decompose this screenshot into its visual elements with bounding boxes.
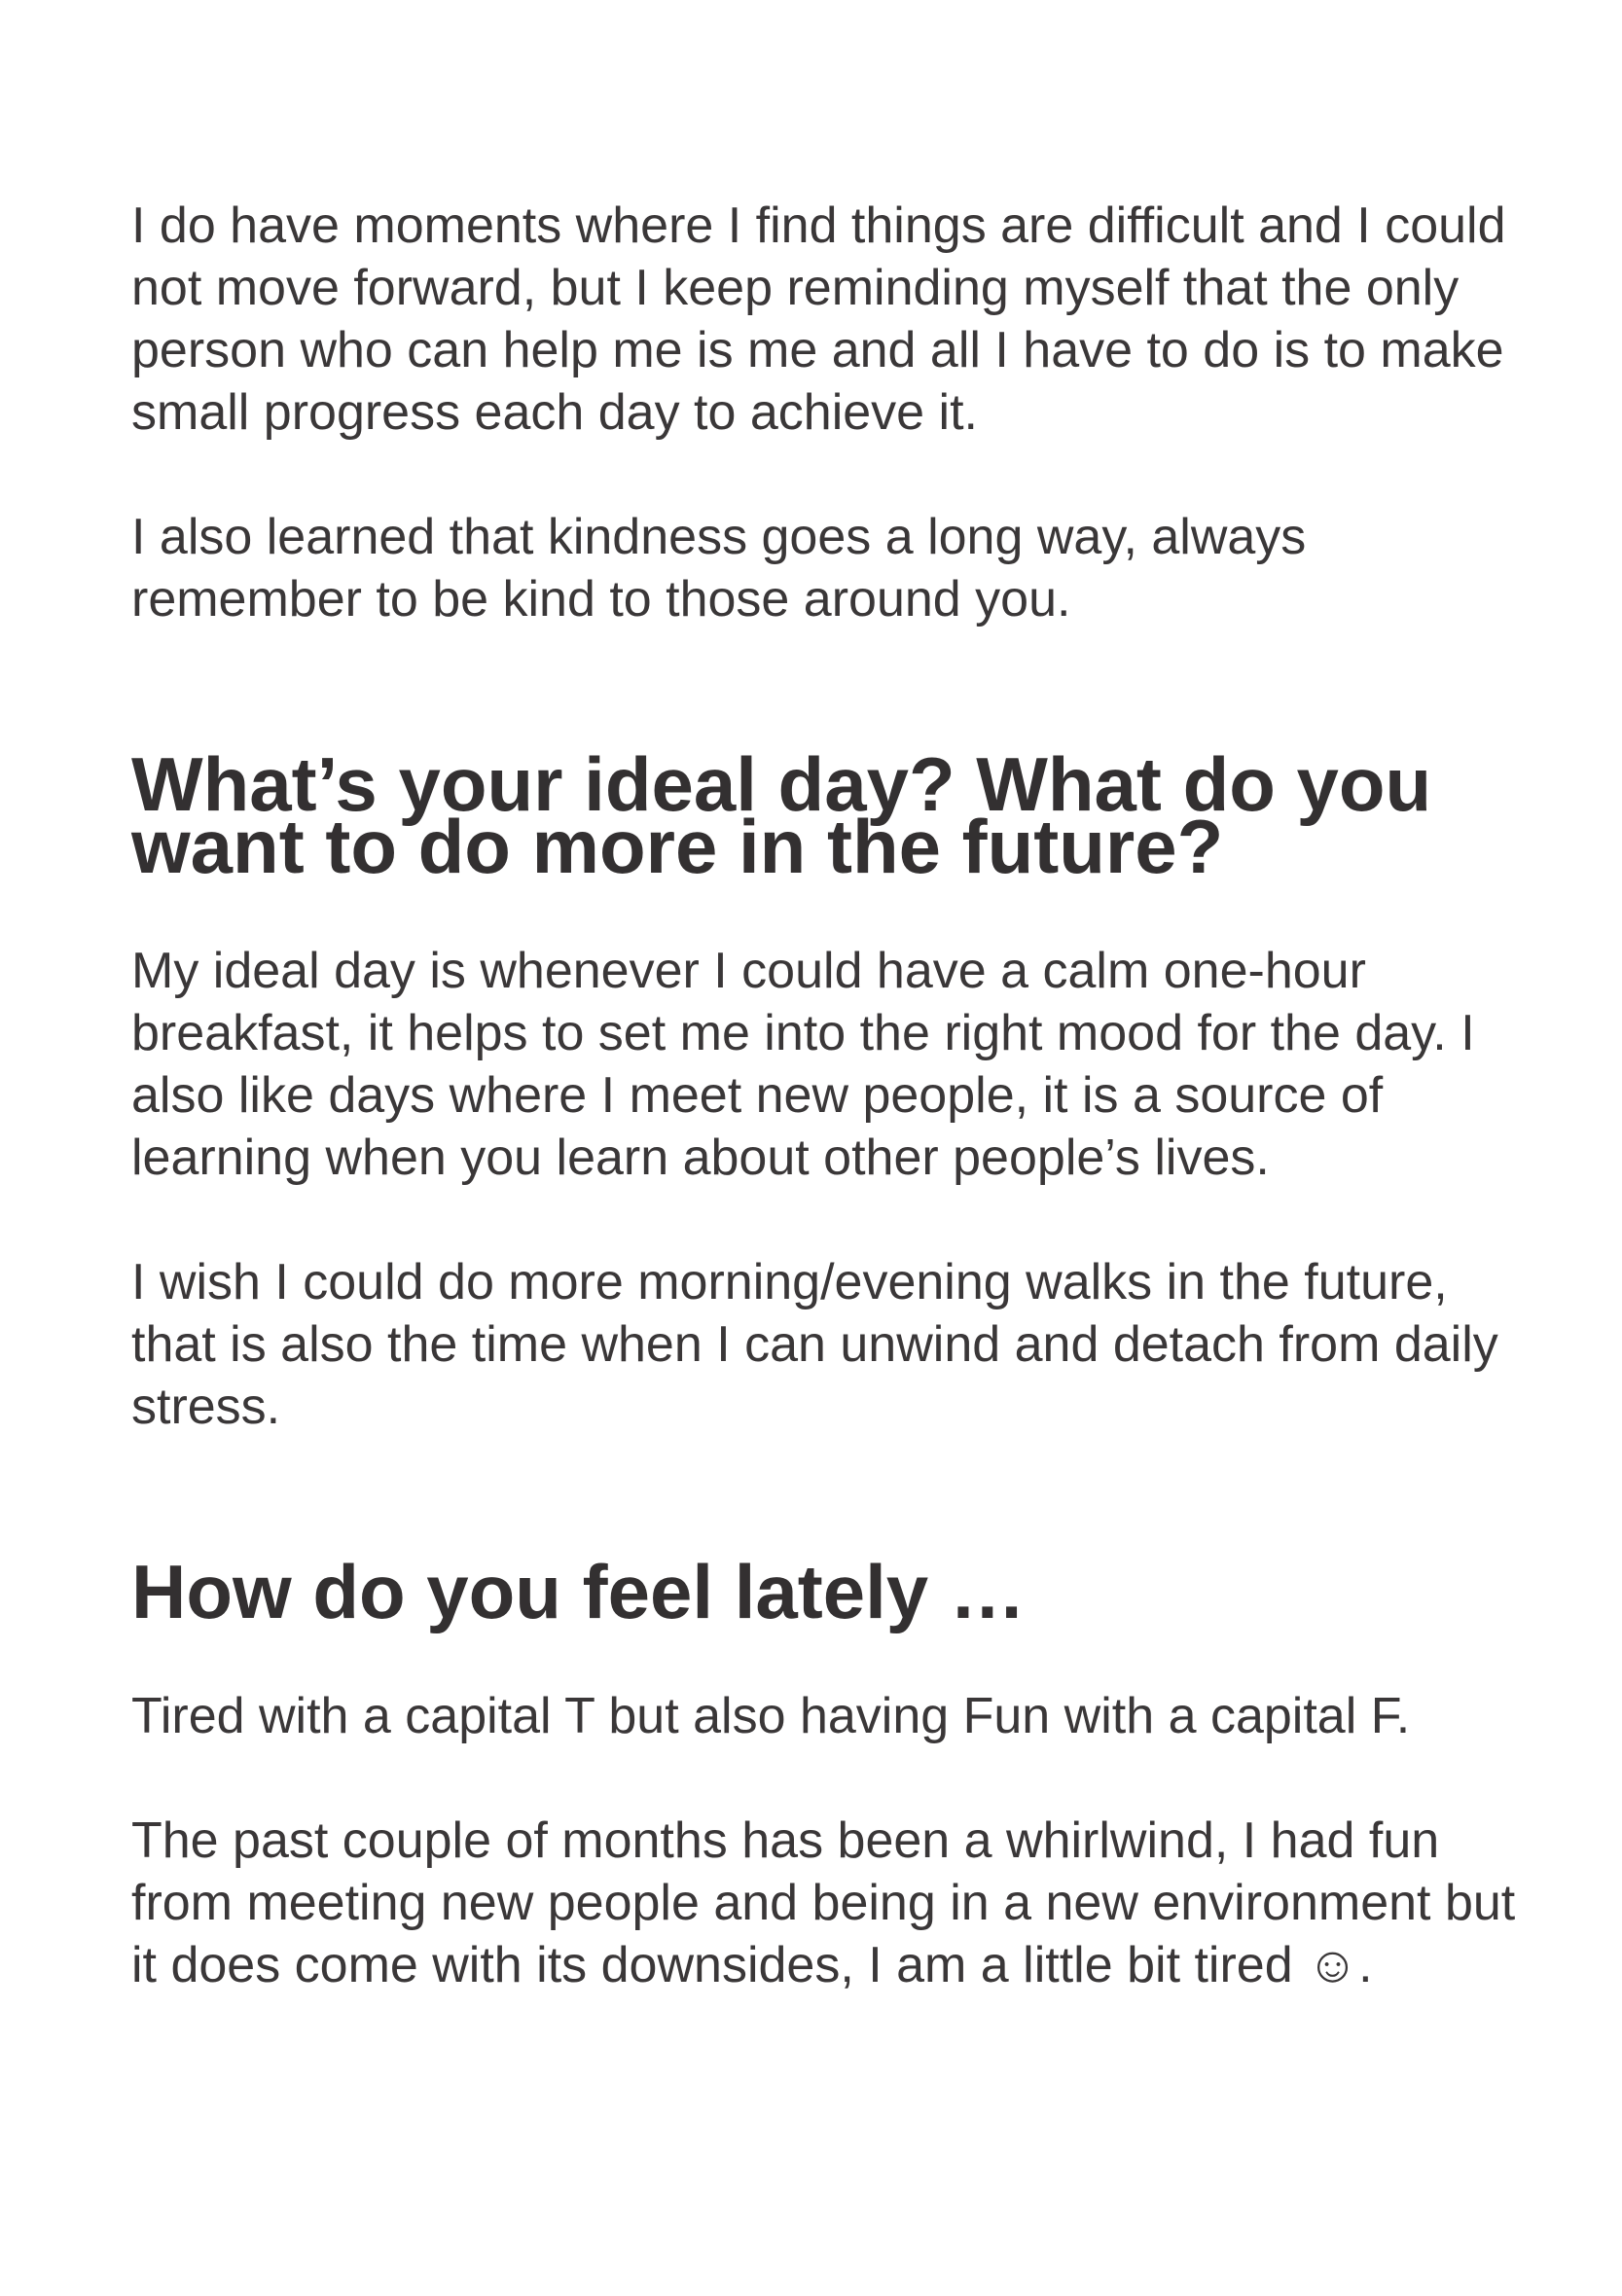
document-body — [131, 195, 1523, 1996]
feel-lately-paragraph-whirlwind: The past couple of months has been a whirlwind, I had fun from meeting new people and being in a new environment but it does come with its downsides, I am a little bit tired ☺. — [131, 1812, 1516, 1993]
heading-ideal-day: What’s your ideal day? What do you want to do more in the future? — [131, 741, 1432, 889]
section-spacer — [131, 630, 1523, 753]
intro-paragraph-difficult-moments: I do have moments where I find things are difficult and I could not move forward, but I keep reminding myself that the only person who can help me is me and all I have to do is to make small progress each day to achieve it. — [131, 197, 1506, 441]
paragraph-spacer — [131, 444, 1523, 506]
intro-paragraph-kindness: I also learned that kindness goes a long way, always remember to be kind to those around you. — [131, 509, 1307, 628]
feel-lately-paragraph-tired-fun: Tired with a capital T but also having Fun with a capital F. — [131, 1688, 1411, 1744]
ideal-day-paragraph-walks: I wish I could do more morning/evening walks in the future, that is also the time when I can unwind and detach from daily stress. — [131, 1254, 1498, 1435]
paragraph-spacer — [131, 1747, 1523, 1810]
section-spacer — [131, 1438, 1523, 1561]
ideal-day-paragraph-breakfast: My ideal day is whenever I could have a calm one-hour breakfast, it helps to set me into the right mood for the day. I also like days where I meet new people, it is a source of learning when you learn about other people’s lives. — [131, 943, 1475, 1186]
heading-feel-lately: How do you feel lately … — [131, 1549, 1026, 1634]
paragraph-spacer — [131, 1189, 1523, 1251]
